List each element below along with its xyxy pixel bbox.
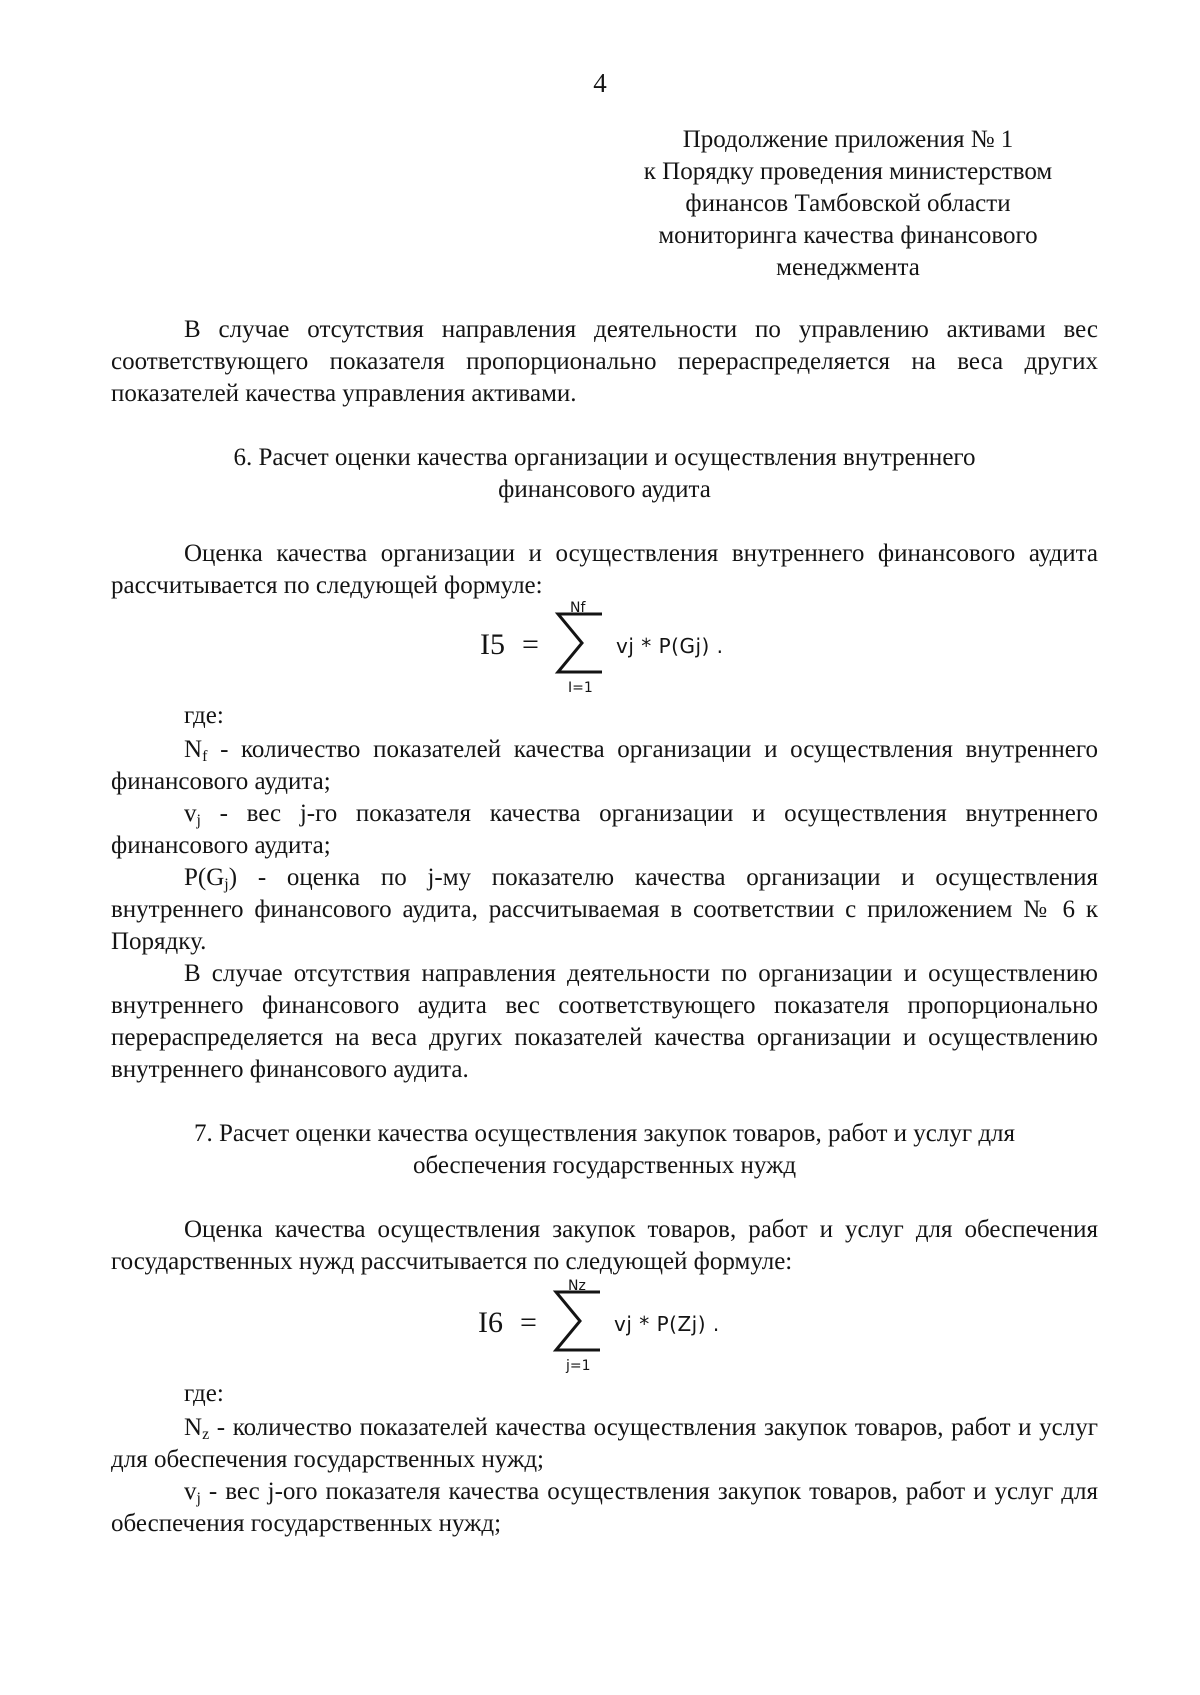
appendix-header	[598, 124, 1098, 284]
appendix-line: менеджмента	[776, 254, 920, 281]
formula-lhs: I6	[478, 1306, 503, 1339]
appendix-line: финансов Тамбовской области	[685, 190, 1011, 217]
formula-i5	[470, 600, 870, 698]
section7-lead: Оценка качества осуществления закупок товаров, работ и услуг для обеспечения государственных нужд рассчитывается по следующей формуле:	[111, 1216, 1098, 1275]
definition-vj	[111, 1476, 1098, 1540]
appendix-line: Продолжение приложения № 1	[682, 126, 1014, 153]
sigma-icon	[552, 608, 606, 678]
def-text: - вес j-ого показателя качества осуществления закупок товаров, работ и услуг для обеспечения государственных нужд;	[111, 1478, 1098, 1537]
intro-paragraph: В случае отсутствия направления деятельности по управлению активами вес соответствующего показателя пропорционально перераспределяется на веса других показателей качества управления активами.	[111, 316, 1098, 407]
section6-closing: В случае отсутствия направления деятельности по организации и осуществлению внутреннего финансового аудита вес соответствующего показателя пропорционально перераспределяется на веса других показателей качества организации и осуществлению внутреннего финансового аудита.	[111, 960, 1098, 1083]
formula-equals: =	[520, 1306, 537, 1339]
def-subscript: j	[224, 876, 229, 893]
definition-nf	[111, 734, 1098, 798]
appendix-line: к Порядку проведения министерством	[643, 158, 1053, 185]
def-subscript: j	[196, 1490, 201, 1507]
def-symbol: v	[184, 800, 197, 827]
formula-i6	[470, 1278, 870, 1376]
section7-heading	[111, 1118, 1098, 1182]
def-symbol: P(G	[184, 864, 225, 891]
formula-equals: =	[522, 628, 539, 661]
def-symbol: N	[184, 1414, 203, 1441]
def-text: ) - оценка по j-му показателю качества организации и осуществления внутреннего финансового аудита, рассчитываемая в соответствии с приложением № 6 к Порядку.	[111, 864, 1098, 955]
definition-pgj	[111, 862, 1098, 958]
section7-heading-line: обеспечения государственных нужд	[412, 1152, 797, 1179]
def-subscript: f	[202, 748, 208, 765]
formula-lower-limit: I=1	[568, 680, 593, 696]
section6-definitions	[111, 734, 1098, 1086]
formula-rhs: vj * P(Zj) .	[614, 1312, 720, 1336]
def-subscript: j	[196, 812, 201, 829]
def-text: - вес j-го показателя качества организации и осуществления внутреннего финансового аудита;	[111, 800, 1098, 859]
def-text: - количество показателей качества организации и осуществления внутреннего финансового аудита;	[111, 736, 1098, 795]
section6-lead: Оценка качества организации и осуществления внутреннего финансового аудита рассчитывается по следующей формуле:	[111, 540, 1098, 599]
sigma-icon	[550, 1286, 604, 1356]
where-label: где:	[184, 702, 224, 729]
formula-upper-limit: Nz	[568, 1278, 586, 1294]
where-label: где:	[184, 1380, 224, 1407]
page-number: 4	[593, 68, 607, 98]
def-symbol: N	[184, 736, 203, 763]
section7-definitions	[111, 1412, 1098, 1540]
appendix-line: мониторинга качества финансового	[658, 222, 1038, 249]
formula-rhs: vj * P(Gj) .	[616, 634, 724, 658]
section6-heading	[111, 442, 1098, 506]
def-symbol: v	[184, 1478, 197, 1505]
section6-heading-line: финансового аудита	[498, 476, 711, 503]
def-subscript: z	[202, 1426, 210, 1443]
section6-heading-line: 6. Расчет оценки качества организации и осуществления внутреннего	[233, 444, 976, 471]
section7-heading-line: 7. Расчет оценки качества осуществления закупок товаров, работ и услуг для	[193, 1120, 1016, 1147]
definition-vj	[111, 798, 1098, 862]
def-text: - количество показателей качества осуществления закупок товаров, работ и услуг для обеспечения государственных нужд;	[111, 1414, 1098, 1473]
formula-lhs: I5	[480, 628, 505, 661]
formula-lower-limit: j=1	[566, 1358, 591, 1374]
formula-upper-limit: Nf	[570, 600, 586, 616]
definition-nz	[111, 1412, 1098, 1476]
